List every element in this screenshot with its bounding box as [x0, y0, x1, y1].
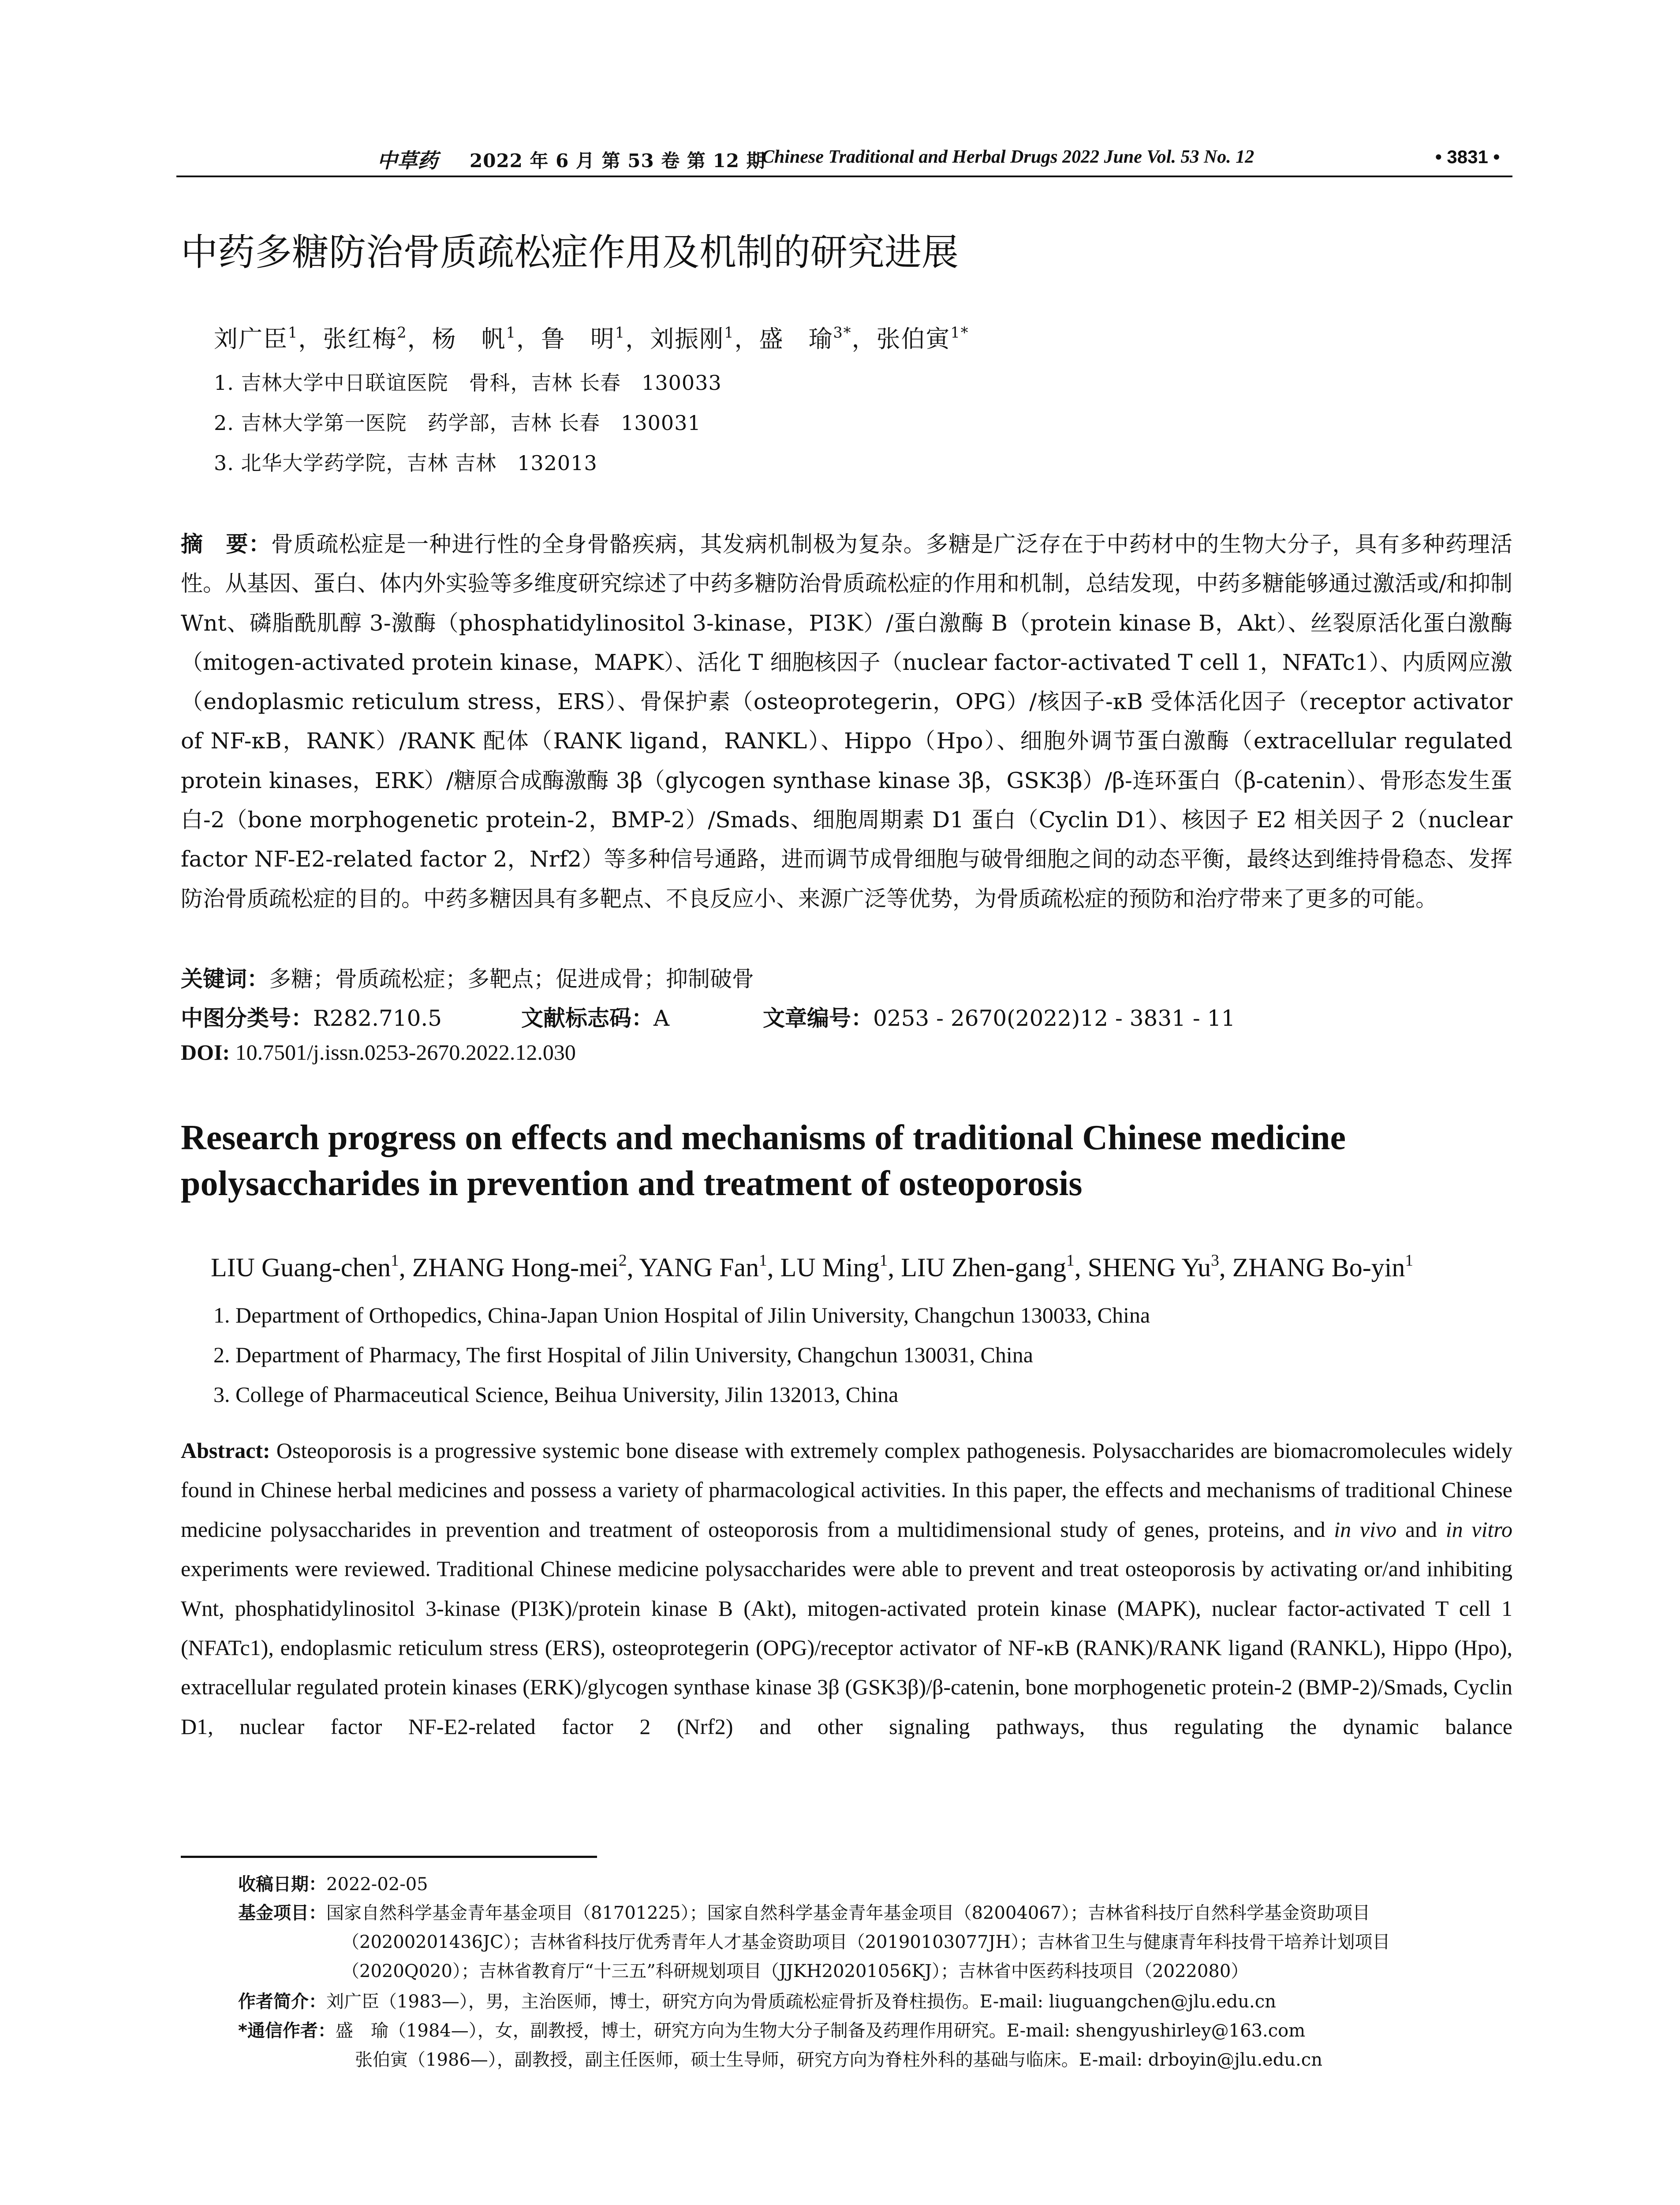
author-cn: 杨 帆 — [432, 325, 506, 353]
author-list-cn: 刘广臣$^1$，张红梅$^2$，杨 帆$^1$，鲁 明$^1$，刘振刚$^1$，盛 瑜$^{3*}$，张伯寅$^{1*}$ — [214, 324, 969, 353]
abstract-en-text: experiments were reviewed. Traditional Chinese medicine polysaccharides were able to prevent and treat osteoporosis by activating or/and inhibiting Wnt, phosphatidylinositol 3-kinase (PI3K)/protein kinase B (Akt), mitogen-activated protein kinase (MAPK), nuclear factor-activated T cell 1 (NFATc1), endoplasmic reticulum stress (ERS), osteoprotegerin (OPG)/receptor activator of NF-κB (RANK)/RANK ligand (RANKL), Hippo (Hpo), extracellular regulated protein kinases (ERK)/glycogen synthase kinase 3β (GSK3β)/β-catenin, bone morphogenetic protein-2 (BMP-2)/Smads, Cyclin D1, nuclear factor NF-E2-related factor 2 (Nrf2) and other signaling pathways, thus regulating the dynamic balance — [181, 1556, 1512, 1739]
author-affil-mark: 1 — [391, 1251, 399, 1270]
article-number-line — [763, 1001, 1235, 1032]
author-cn: 张伯寅 — [876, 325, 951, 353]
author-affil-mark: 1 — [1405, 1251, 1414, 1270]
doc-code-label: 文献标志码： — [521, 1005, 653, 1031]
author-cn: 张红梅 — [323, 325, 397, 353]
author-bio — [238, 1987, 1276, 2016]
clc-label: 中图分类号： — [181, 1005, 313, 1031]
keywords-line — [181, 961, 754, 993]
doi-line — [181, 1039, 576, 1065]
affiliation-cn-1: 1. 吉林大学中日联谊医院 骨科，吉林 长春 130033 — [214, 371, 722, 395]
corresponding-author — [238, 2016, 1305, 2045]
doi-label: DOI: — [181, 1040, 230, 1065]
abstract-cn-label: 摘 要： — [181, 531, 271, 557]
author-affil-mark: 1 — [759, 1251, 767, 1270]
corresponding-label: *通信作者： — [238, 2021, 336, 2041]
clc-value: R282.710.5 — [313, 1005, 442, 1031]
author-cn: 刘广臣 — [214, 325, 288, 353]
author-en: LIU Zhen-gang — [901, 1253, 1067, 1282]
affiliation-en-1: 1. Department of Orthopedics, China-Japan Union Hospital of Jilin University, Changchun 130033, China — [213, 1303, 1150, 1327]
author-affil-mark: 3* — [833, 324, 852, 341]
fund-label: 基金项目： — [238, 1903, 326, 1923]
bio-value: 刘广臣（1983—），男，主治医师，博士，研究方向为骨质疏松症骨折及脊柱损伤。E-mail: liuguangchen@jlu.edu.cn — [326, 1992, 1276, 2012]
corresponding-line: 盛 瑜（1984—），女，副教授，博士，研究方向为生物大分子制备及药理作用研究。E-mail: shengyushirley@163.com — [335, 2021, 1306, 2041]
author-en: LU Ming — [780, 1253, 880, 1282]
author-cn: 鲁 明 — [541, 325, 615, 353]
article-number-value: 0253 - 2670(2022)12 - 3831 - 11 — [873, 1005, 1236, 1031]
page-number: • 3831 • — [1435, 146, 1500, 167]
abstract-cn — [181, 525, 1512, 919]
footnote-divider — [181, 1856, 597, 1858]
author-en: LIU Guang-chen — [211, 1253, 391, 1282]
corresponding-line: 张伯寅（1986—），副教授，副主任医师，硕士生导师，研究方向为脊柱外科的基础与临床。E-mail: drboyin@jlu.edu.cn — [355, 2050, 1322, 2070]
fund-line: 国家自然科学基金青年基金项目（81701225）；国家自然科学基金青年基金项目（82004067）；吉林省科技厅自然科学基金资助项目 — [326, 1903, 1370, 1923]
doc-code-value: A — [653, 1005, 670, 1031]
issue-info-cn: 2022 年 6 月 第 53 卷 第 12 期 — [470, 150, 765, 172]
author-en: ZHANG Hong-mei — [412, 1253, 619, 1282]
author-cn: 盛 瑜 — [759, 325, 833, 353]
author-en: YANG Fan — [639, 1253, 759, 1282]
affiliation-en-2: 2. Department of Pharmacy, The first Hospital of Jilin University, Changchun 130031, China — [213, 1342, 1033, 1367]
author-affil-mark: 1 — [506, 324, 516, 341]
fund-line: （2020Q020）；吉林省教育厅“十三五”科研规划项目（JJKH20201056KJ）；吉林省中医药科技项目（2022080） — [342, 1961, 1249, 1981]
author-cn: 刘振刚 — [650, 325, 724, 353]
doc-code-line — [521, 1001, 669, 1032]
author-affil-mark: 2 — [619, 1251, 627, 1270]
author-affil-mark: 1 — [1066, 1251, 1075, 1270]
author-list-en: LIU Guang-chen$^1$, ZHANG Hong-mei$^2$, YANG Fan$^1$, LU Ming$^1$, LIU Zhen-gang$^1$, SHENG Yu$^3$, ZHANG Bo-yin$^1$ — [211, 1251, 1414, 1282]
journal-name-cn: 中草药 — [377, 149, 438, 172]
author-affil-mark: 2 — [397, 324, 407, 341]
affiliation-cn-3: 3. 北华大学药学院，吉林 吉林 132013 — [214, 451, 597, 475]
received-label: 收稿日期： — [238, 1874, 326, 1895]
article-title-en: Research progress on effects and mechanisms of traditional Chinese medicine polysaccharides in prevention and treatment of osteoporosis — [181, 1118, 1346, 1203]
affiliation-en-3: 3. College of Pharmaceutical Science, Beihua University, Jilin 132013, China — [213, 1382, 899, 1407]
abstract-cn-text: 骨质疏松症是一种进行性的全身骨骼疾病，其发病机制极为复杂。多糖是广泛存在于中药材中的生物大分子，具有多种药理活性。从基因、蛋白、体内外实验等多维度研究综述了中药多糖防治骨质疏松症的作用和机制，总结发现，中药多糖能够通过激活或/和抑制 Wnt、磷脂酰肌醇 3-激酶（phosphatidylinositol 3-kinase，PI3K）/蛋白激酶 B（protein kinase B，Akt）、丝裂原活化蛋白激酶（mitogen-activated protein kinase，MAPK）、活化 T 细胞核因子（nuclear factor-activated T cell 1，NFATc1）、内质网应激（endoplasmic reticulum stress，ERS）、骨保护素（osteoprotegerin，OPG）/核因子-κB 受体活化因子（receptor activator of NF-κB，RANK）/RANK 配体（RANK ligand，RANKL）、Hippo（Hpo）、细胞外调节蛋白激酶（extracellular regulated protein kinases，ERK）/糖原合成酶激酶 3β（glycogen synthase kinase 3β，GSK3β）/β-连环蛋白（β-catenin）、骨形态发生蛋白-2（bone morphogenetic protein-2，BMP-2）/Smads、细胞周期素 D1 蛋白（Cyclin D1）、核因子 E2 相关因子 2（nuclear factor NF-E2-related factor 2，Nrf2）等多种信号通路，进而调节成骨细胞与破骨细胞之间的动态平衡，最终达到维持骨稳态、发挥防治骨质疏松症的目的。中药多糖因具有多靶点、不良反应小、来源广泛等优势，为骨质疏松症的预防和治疗带来了更多的可能。 — [181, 531, 1512, 912]
author-affil-mark: 1* — [950, 324, 969, 341]
abstract-en-label: Abstract: — [181, 1438, 270, 1463]
keywords-text: 多糖；骨质疏松症；多靶点；促进成骨；抑制破骨 — [269, 966, 754, 992]
received-value: 2022-02-05 — [326, 1874, 428, 1895]
abstract-en — [181, 1431, 1512, 1746]
article-title-cn: 中药多糖防治骨质疏松症作用及机制的研究进展 — [181, 231, 959, 274]
affiliation-cn-2: 2. 吉林大学第一医院 药学部，吉林 长春 130031 — [214, 411, 701, 435]
author-affil-mark: 1 — [724, 324, 735, 341]
abstract-en-text: and — [1396, 1517, 1446, 1542]
received-date — [238, 1870, 428, 1899]
author-en: ZHANG Bo-yin — [1232, 1253, 1405, 1282]
abstract-en-italic: in vitro — [1445, 1517, 1512, 1542]
abstract-en-text: Osteoporosis is a progressive systemic bone disease with extremely complex pathogenesis. Polysaccharides are biomacromolecules widely found in Chinese herbal medicines and possess a variety of pharmacological activities. In this paper, the effects and mechanisms of traditional Chinese medicine polysaccharides in prevention and treatment of osteoporosis from a multidimensional study of genes, proteins, and — [181, 1438, 1513, 1542]
issue-info-en: Chinese Traditional and Herbal Drugs 2022 June Vol. 53 No. 12 — [762, 147, 1254, 167]
author-en: SHENG Yu — [1087, 1253, 1211, 1282]
clc-line — [181, 1001, 442, 1032]
abstract-en-italic: in vivo — [1334, 1517, 1397, 1542]
keywords-label: 关键词： — [181, 966, 269, 992]
article-number-label: 文章编号： — [763, 1005, 873, 1031]
author-affil-mark: 1 — [615, 324, 626, 341]
fund-line: （20200201436JC）；吉林省科技厅优秀青年人才基金资助项目（20190103077JH）；吉林省卫生与健康青年科技骨干培养计划项目 — [342, 1932, 1390, 1952]
author-affil-mark: 1 — [879, 1251, 888, 1270]
doi-value: 10.7501/j.issn.0253-2670.2022.12.030 — [235, 1040, 576, 1065]
author-affil-mark: 1 — [288, 324, 299, 341]
fund-info — [238, 1899, 1370, 1928]
bio-label: 作者简介： — [238, 1992, 326, 2012]
author-affil-mark: 3 — [1211, 1251, 1219, 1270]
